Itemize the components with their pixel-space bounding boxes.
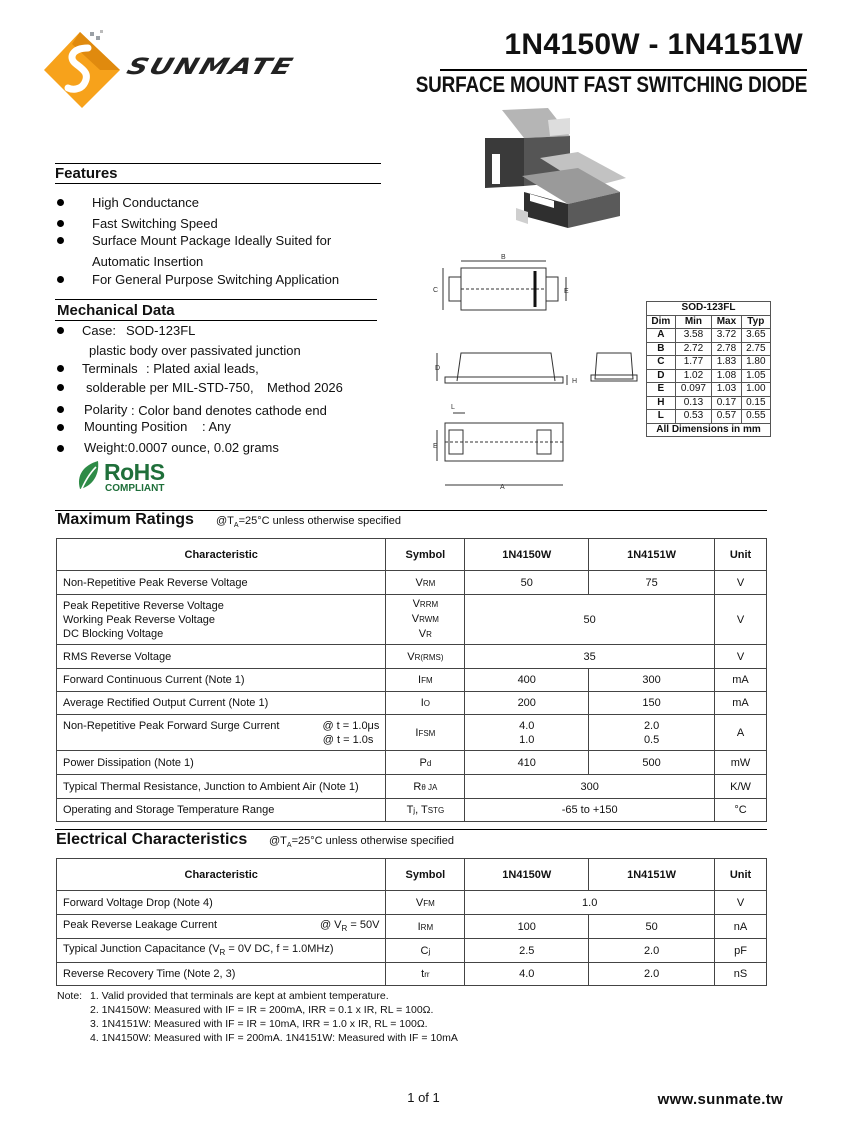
dim-label-h: H [572,378,578,385]
bullet-icon [57,276,64,283]
electrical-top-rule [55,829,767,830]
note-2: 2. 1N4150W: Measured with IF = IR = 200mA, IRR = 0.1 x IR, RL = 100Ω. [90,1004,434,1016]
rohs-compliant: COMPLIANT [105,483,165,494]
terminals-label: Terminals [82,361,138,376]
dim-header: Max [712,315,741,329]
max-ratings-condition: $@T_A=25^\circ C$ unless otherwise specified [216,515,402,530]
dim-header: Typ [741,315,770,329]
electrical-heading: Electrical Characteristics [56,831,248,848]
website-link[interactable]: www.sunmate.tw [657,1091,783,1108]
leaf-icon [74,459,104,495]
electrical-condition: $@T_A=25^\circ C$ unless otherwise specified [269,835,455,850]
max-ratings-table [56,538,767,822]
col-header-part1: 1N4150W [465,859,589,891]
terminals-value: : Plated axial leads, [146,361,259,376]
mechanical-heading: Mechanical Data [57,302,175,319]
package-outline-drawing [425,245,650,495]
terminals-standard: solderable per MIL-STD-750, [86,380,254,395]
feature-item: Surface Mount Package Ideally Suited for [92,233,332,248]
case-description: plastic body over passivated junction [89,343,301,358]
features-heading: Features [55,165,118,182]
dim-label-l: L [451,404,455,411]
weight-text: Weight:0.0007 ounce, 0.02 grams [84,440,279,455]
bullet-icon [57,237,64,244]
note-4: 4. 1N4150W: Measured with IF = 200mA. 1N4151W: Measured with IF = 10mA [90,1032,458,1044]
col-header-characteristic: Characteristic [57,859,386,891]
dim-row: E 0.097 1.03 1.00 [647,383,771,397]
product-subtitle: SURFACE MOUNT FAST SWITCHING DIODE [415,72,807,97]
dim-row: C 1.77 1.83 1.80 [647,356,771,370]
note-1: 1. Valid provided that terminals are kept at ambient temperature. [90,990,389,1002]
dim-row: B 2.72 2.78 2.75 [647,342,771,356]
table-row: Power Dissipation (Note 1) Pd 410 500 mW [57,751,767,775]
col-header-symbol: Symbol [386,539,465,571]
bullet-icon [57,327,64,334]
package-photo [480,108,630,230]
terminals-method: Method 2026 [267,380,343,395]
max-ratings-heading: Maximum Ratings [57,511,194,528]
bullet-icon [57,406,64,413]
table-row: Peak Reverse Leakage Current @ $V_R = 50V$ IRM 100 50 nA [57,915,767,939]
dim-row: L 0.53 0.57 0.55 [647,410,771,424]
dim-label-e-bottom: E [433,443,438,450]
dim-row: D 1.02 1.08 1.05 [647,369,771,383]
page-number: 1 of 1 [407,1090,440,1105]
table-row: Reverse Recovery Time (Note 2, 3) trr 4.0 2.0 nS [57,963,767,986]
table-row: Forward Voltage Drop (Note 4) VFM 1.0 V [57,891,767,915]
table-row: RMS Reverse Voltage VR(RMS) 35 V [57,645,767,669]
table-row: Non-Repetitive Peak Forward Surge Current @ t = 1.0μs @ t = 1.0s IFSM 4.0 1.0 2.0 0.5 A [57,715,767,751]
feature-item: For General Purpose Switching Application [92,272,340,287]
mechanical-bottom-rule [55,320,377,321]
features-bottom-rule [55,183,381,184]
part-number-title: 1N4150W - 1N4151W [504,28,803,61]
features-top-rule [55,163,381,164]
dim-label-d: D [435,365,441,372]
col-header-symbol: Symbol [386,859,465,891]
dim-label-e-top: E [564,288,569,295]
notes-prefix: Note: [57,990,83,1002]
bullet-icon [57,220,64,227]
mounting-label: Mounting Position [84,419,188,434]
case-label: Case: [82,323,116,338]
polarity-label: Polarity [84,402,128,417]
dim-label-a: A [500,484,505,491]
note-3: 3. 1N4151W: Measured with IF = IR = 10mA, IRR = 1.0 x IR, RL = 100Ω. [90,1018,428,1030]
table-row: Average Rectified Output Current (Note 1) IO 200 150 mA [57,692,767,715]
rohs-badge [74,459,184,495]
rohs-title: RoHS [104,459,165,485]
dim-row: H 0.13 0.17 0.15 [647,396,771,410]
dim-label-b: B [501,254,506,261]
col-header-unit: Unit [715,859,767,891]
table-row: Operating and Storage Temperature Range Tj, TSTG -65 to +150 °C [57,799,767,822]
brand-wordmark: SUNMATE [123,53,298,80]
case-value: SOD-123FL [126,323,196,338]
dimensions-package-name: SOD-123FL [647,302,771,316]
col-header-part1: 1N4150W [465,539,589,571]
mounting-value: : Any [202,419,231,434]
col-header-part2: 1N4151W [589,539,715,571]
bullet-icon [57,199,64,206]
feature-item: High Conductance [92,195,199,210]
electrical-table [56,858,767,986]
col-header-part2: 1N4151W [589,859,715,891]
polarity-value: : Color band denotes cathode end [131,403,327,418]
sunmate-logo-icon [42,30,122,110]
dimensions-table [646,301,771,437]
dim-header: Dim [647,315,676,329]
col-header-unit: Unit [715,539,767,571]
mechanical-top-rule [55,299,377,300]
table-row: Forward Continuous Current (Note 1) IFM 400 300 mA [57,669,767,692]
dim-label-c: C [433,287,439,294]
dim-header: Min [675,315,712,329]
table-row: Non-Repetitive Peak Reverse Voltage VRM 50 75 V [57,571,767,595]
title-divider [440,69,807,71]
bullet-icon [57,424,64,431]
bullet-icon [57,365,64,372]
bullet-icon [57,384,64,391]
bullet-icon [57,445,64,452]
brand-logo [42,22,312,112]
dim-row: A 3.58 3.72 3.65 [647,329,771,343]
feature-item: Automatic Insertion [92,254,204,269]
col-header-characteristic: Characteristic [57,539,386,571]
table-row: Typical Junction Capacitance ($V_R = 0V$ DC, f = 1.0MHz) Cj 2.5 2.0 pF [57,939,767,963]
table-row: Peak Repetitive Reverse Voltage Working Peak Reverse Voltage DC Blocking Voltage VRRM VRWM VR 50 V [57,595,767,645]
dimensions-footer: All Dimensions in mm [647,423,771,437]
feature-item: Fast Switching Speed [92,216,218,231]
table-row: Typical Thermal Resistance, Junction to Ambient Air (Note 1) Rθ JA 300 K/W [57,775,767,799]
